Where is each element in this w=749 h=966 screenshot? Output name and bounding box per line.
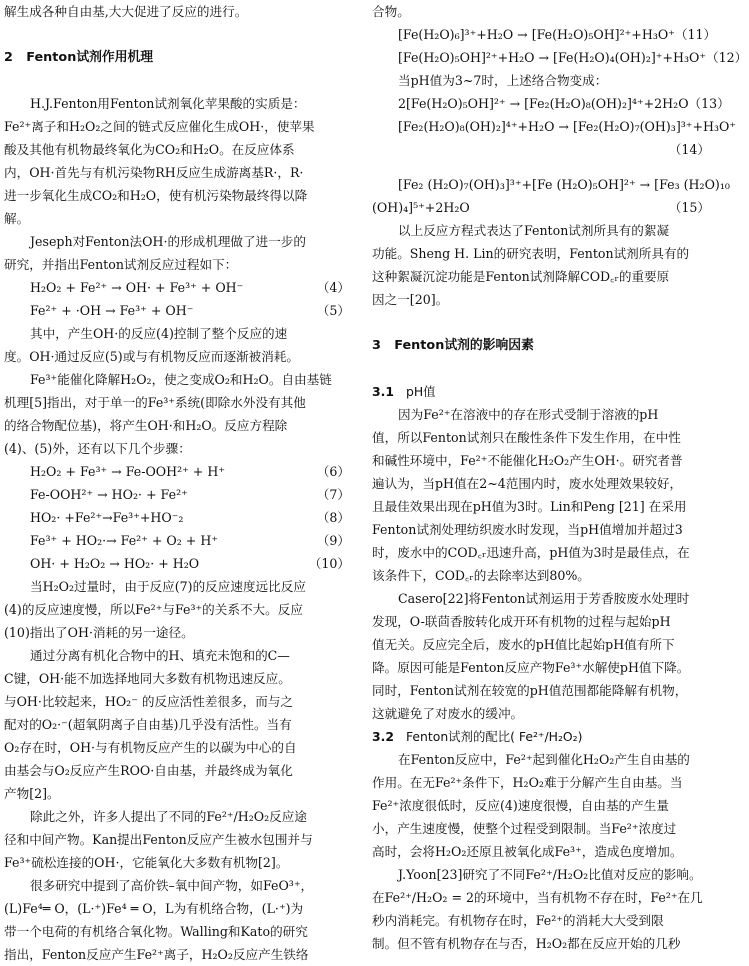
- equation-15-continued: (OH)₄]⁵⁺+2H₂O （15）: [372, 200, 710, 215]
- paragraph-start: 以上反应方程式表达了Fenton试剂所具有的絮凝: [398, 223, 670, 238]
- body-text-line: 配对的O₂·⁻(超氧阴离子自由基)几乎没有活性。当有: [4, 717, 292, 732]
- paragraph-start: 很多研究中提到了高价铁–氧中间产物，如FeO³⁺，: [30, 878, 314, 893]
- body-text-line: (L)Fe⁴═ O，(L·⁺)Fe⁴ ═ O，L为有机络合物，(L·⁺)为: [4, 901, 304, 916]
- body-text-line: O₂存在时，OH·与有机物反应产生的以碳为中心的自: [4, 740, 297, 755]
- paragraph-start: 在Fenton反应中，Fe²⁺起到催化H₂O₂产生自由基的: [398, 752, 690, 767]
- body-text-line: 酸及其他有机物最终氧化为CO₂和H₂O。在反应体系: [4, 142, 295, 157]
- body-text-line: 和碱性环境中，Fe²⁺不能催化H₂O₂产生OH·。研究者普: [372, 453, 683, 468]
- body-text-line: 作用。在无Fe²⁺条件下，H₂O₂难于分解产生自由基。当: [372, 775, 683, 790]
- right-column: [372, 0, 748, 955]
- left-column: [4, 0, 352, 966]
- body-text-line: 指出，Fenton反应产生Fe²⁺离子，H₂O₂反应产生铁络: [4, 947, 309, 962]
- body-text-line: Fe²⁺离子和H₂O₂之间的链式反应催化生成OH·，使苹果: [4, 119, 315, 134]
- body-text-line: 这就避免了对废水的缓冲。: [372, 706, 524, 721]
- equation-9: Fe³⁺ + HO₂·→ Fe²⁺ + O₂ + H⁺ （9）: [30, 533, 350, 548]
- equation-number-14: （14）: [668, 142, 710, 157]
- body-text-line: 遍认为，当pH值在2~4范围内时，废水处理效果较好，: [372, 476, 683, 491]
- body-text-line: 小，产生速度慢，使整个过程受到限制。当Fe²⁺浓度过: [372, 821, 677, 836]
- paragraph-start: Fe³⁺能催化降解H₂O₂，使之变成O₂和H₂O。自由基链: [30, 372, 332, 387]
- body-text-line: 在Fe²⁺/H₂O₂ = 2的环境中，当有机物不存在时，Fe²⁺在几: [372, 890, 703, 905]
- body-text-line: 且最佳效果出现在pH值为3时。Lin和Peng [21] 在采用: [372, 499, 687, 514]
- equation-7: Fe-OOH²⁺ → HO₂· + Fe²⁺ （7）: [30, 487, 350, 502]
- body-text-line: 高时，会将H₂O₂还原且被氧化成Fe³⁺，造成色度增加。: [372, 844, 683, 859]
- body-text-line: 秒内消耗完。有机物存在时，Fe²⁺的消耗大大受到限: [372, 913, 664, 928]
- paragraph-start: 其中，产生OH·的反应(4)控制了整个反应的速: [30, 326, 288, 341]
- subsection-heading-3-1: 3.1 pH值: [372, 384, 436, 399]
- equation-5: Fe²⁺ + ·OH → Fe³⁺ + OH⁻ （5）: [30, 303, 350, 318]
- body-text-line: 进一步氧化生成CO₂和H₂O，使有机污染物最终得以降: [4, 188, 308, 203]
- section-heading-2: 2 Fenton试剂作用机理: [4, 50, 154, 65]
- equation-11: [Fe(H₂O)₆]³⁺+H₂O → [Fe(H₂O)₅OH]²⁺+H₃O⁺ （11）: [398, 27, 717, 42]
- body-text-line: 这种絮凝沉淀功能是Fenton试剂降解COD꜀ᵣ的重要原: [372, 269, 670, 284]
- body-text-line: Fe²⁺浓度很低时，反应(4)速度很慢，自由基的产生量: [372, 798, 669, 813]
- body-text-line: (4)的反应速度慢，所以Fe²⁺与Fe³⁺的关系不大。反应: [4, 602, 303, 617]
- body-text-line: 该条件下，COD꜀ᵣ的去除率达到80%。: [372, 568, 590, 583]
- body-text-line: 由基会与O₂反应产生ROO·自由基，并最终成为氧化: [4, 763, 293, 778]
- paragraph-start: H.J.Fenton用Fenton试剂氧化苹果酸的实质是：: [30, 96, 306, 111]
- body-text-line: 当pH值为3~7时，上述络合物变成：: [398, 73, 608, 88]
- equation-12: [Fe(H₂O)₅OH]²⁺+H₂O → [Fe(H₂O)₄(OH)₂]⁺+H₃O⁺ （12）: [398, 50, 748, 65]
- body-text-line: 解生成各种自由基,大大促进了反应的进行。: [4, 4, 248, 19]
- subsection-heading-3-2: 3.2 Fenton试剂的配比( Fe²⁺/H₂O₂): [372, 729, 583, 744]
- body-text-line: 内，OH·首先与有机污染物RH反应生成游离基R·，R·: [4, 165, 304, 180]
- equation-4: H₂O₂ + Fe²⁺ → OH· + Fe³⁺ + OH⁻ （4）: [30, 280, 350, 295]
- body-text-line: Fe³⁺硫松连接的OH·，它能氧化大多数有机物[2]。: [4, 855, 289, 870]
- paragraph-start: J.Yoon[23]研究了不同Fe²⁺/H₂O₂比值对反应的影响。: [398, 867, 702, 882]
- body-text-line: 因之一[20]。: [372, 292, 449, 307]
- paragraph-start: 除此之外，许多人提出了不同的Fe²⁺/H₂O₂反应途: [30, 809, 307, 824]
- body-text-line: Fenton试剂处理纺织废水时发现，当pH值增加并超过3: [372, 522, 683, 537]
- body-text-line: 度。OH·通过反应(5)或与有机物反应而逐渐被消耗。: [4, 349, 300, 364]
- body-text-line: 解。: [4, 211, 30, 226]
- body-text-line: 制。但不管有机物存在与否，H₂O₂都在反应开始的几秒: [372, 936, 681, 951]
- body-text-line: 径和中间产物。Kan提出Fenton反应产生被水包围并与: [4, 832, 313, 847]
- equation-14: [Fe₂(H₂O)₈(OH)₂]⁴⁺+H₂O → [Fe₂(H₂O)₇(OH)₃]³⁺+H₃O⁺: [398, 119, 736, 134]
- body-text-line: 与OH·比较起来，HO₂⁻ 的反应活性差很多，而与之: [4, 694, 294, 709]
- body-text-line: 降。原因可能是Fenton反应产物Fe³⁺水解使pH值下降。: [372, 660, 690, 675]
- section-heading-3: 3 Fenton试剂的影响因素: [372, 338, 534, 353]
- body-text-line: 合物。: [372, 4, 410, 19]
- body-text-line: 值，所以Fenton试剂只在酸性条件下发生作用，在中性: [372, 430, 681, 445]
- equation-10: OH· + H₂O₂ → HO₂· + H₂O （10）: [30, 556, 350, 571]
- body-text-line: 产物[2]。: [4, 786, 60, 801]
- body-text-line: 时，废水中的COD꜀ᵣ迅速升高，pH值为3时是最佳点，在: [372, 545, 690, 560]
- paragraph-start: Jeseph对Fenton法OH·的形成机理做了进一步的: [30, 234, 306, 249]
- equation-15: [Fe₂ (H₂O)₇(OH)₃]³⁺+[Fe (H₂O)₅OH]²⁺ → [Fe₃ (H₂O)₁₀: [398, 177, 730, 192]
- body-text-line: 带一个电荷的有机络合氧化物。Walling和Kato的研究: [4, 924, 308, 939]
- equation-8: HO₂· +Fe²⁺→Fe³⁺+HO⁻₂ （8）: [30, 510, 350, 525]
- body-text-line: 功能。Sheng H. Lin的研究表明，Fenton试剂所具有的: [372, 246, 690, 261]
- body-text-line: 的络合物配位基)，将产生OH·和H₂O。反应方程除: [4, 418, 288, 433]
- body-text-line: 值无关。反应完全后，废水的pH值比起始pH值有所下: [372, 637, 675, 652]
- body-text-line: 研究，并指出Fenton试剂反应过程如下：: [4, 257, 238, 272]
- body-text-line: 同时，Fenton试剂在较宽的pH值范围都能降解有机物，: [372, 683, 688, 698]
- body-text-line: 机理[5]指出，对于单一的Fe³⁺系统(即除水外没有其他: [4, 395, 306, 410]
- paragraph-start: 当H₂O₂过量时，由于反应(7)的反应速度远比反应: [30, 579, 306, 594]
- body-text-line: (10)指出了OH·消耗的另一途径。: [4, 625, 194, 640]
- body-text-line: (4)、(5)外，还有以下几个步骤：: [4, 441, 191, 456]
- body-text-line: 发现，O-联茴香胺转化成开环有机物的过程与起始pH: [372, 614, 671, 629]
- paragraph-start: 因为Fe²⁺在溶液中的存在形式受制于溶液的pH: [398, 407, 659, 422]
- body-text-line: C键，OH·能不加选择地同大多数有机物迅速反应。: [4, 671, 291, 686]
- equation-13: 2[Fe(H₂O)₅OH]²⁺ → [Fe₂(H₂O)₈(OH)₂]⁴⁺+2H₂O （13）: [398, 96, 730, 111]
- paragraph-start: 通过分离有机化合物中的H、填充未饱和的C—: [30, 648, 290, 663]
- paragraph-start: Casero[22]将Fenton试剂运用于芳香胺废水处理时: [398, 591, 690, 606]
- equation-6: H₂O₂ + Fe³⁺ → Fe-OOH²⁺ + H⁺ （6）: [30, 464, 350, 479]
